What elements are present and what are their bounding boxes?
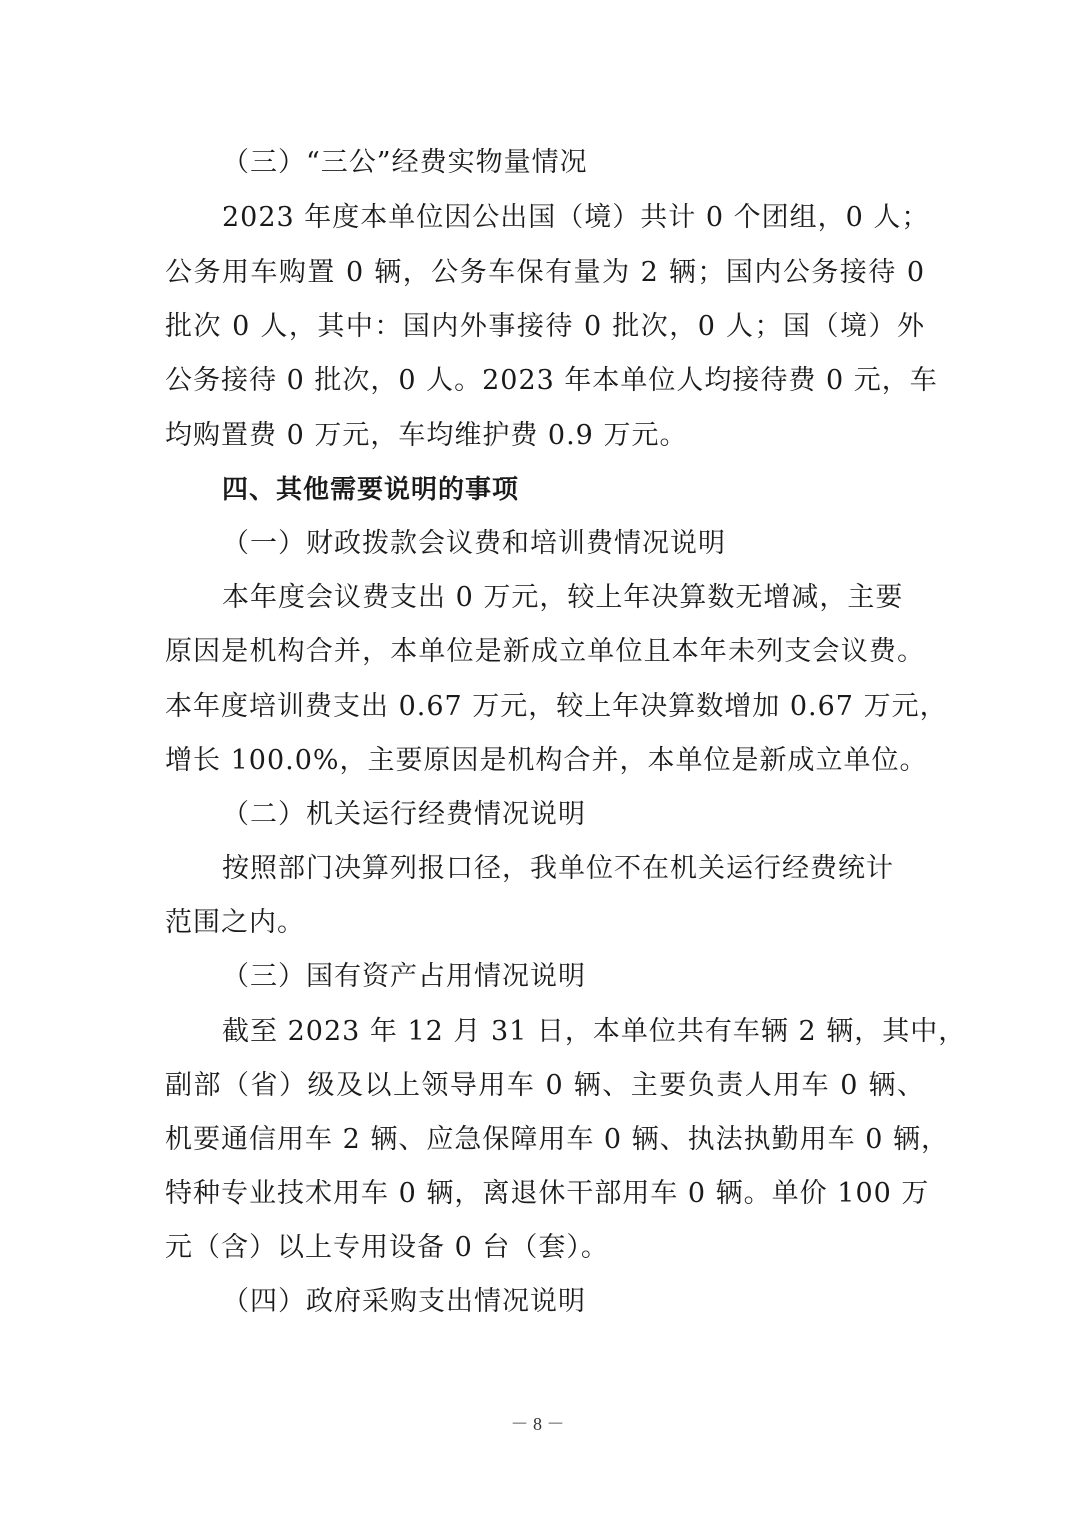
subheading-operating-costs: （二）机关运行经费情况说明 <box>222 799 586 830</box>
subheading-sangong-quantity: （三）“三公”经费实物量情况 <box>222 147 588 178</box>
paragraph-line: 增长 100.0%，主要原因是机构合并，本单位是新成立单位。 <box>165 745 928 776</box>
paragraph-line: 副部（省）级及以上领导用车 0 辆、主要负责人用车 0 辆、 <box>165 1070 925 1101</box>
paragraph-line: 原因是机构合并，本单位是新成立单位且本年未列支会议费。 <box>165 636 925 667</box>
paragraph-line: 范围之内。 <box>165 907 305 938</box>
paragraph-line: 按照部门决算列报口径，我单位不在机关运行经费统计 <box>222 853 894 884</box>
paragraph-line: 公务接待 0 批次，0 人。2023 年本单位人均接待费 0 元，车 <box>165 365 938 396</box>
subheading-procurement: （四）政府采购支出情况说明 <box>222 1286 586 1317</box>
paragraph-line: 机要通信用车 2 辆、应急保障用车 0 辆、执法执勤用车 0 辆， <box>165 1124 950 1155</box>
paragraph-line: 公务用车购置 0 辆，公务车保有量为 2 辆；国内公务接待 0 <box>165 257 925 288</box>
subheading-meeting-training: （一）财政拨款会议费和培训费情况说明 <box>222 528 726 559</box>
subheading-state-assets: （三）国有资产占用情况说明 <box>222 961 586 992</box>
paragraph-line: 截至 2023 年 12 月 31 日，本单位共有车辆 2 辆，其中， <box>222 1016 967 1047</box>
paragraph-line: 批次 0 人，其中：国内外事接待 0 批次，0 人；国（境）外 <box>165 311 925 342</box>
paragraph-line: 均购置费 0 万元，车均维护费 0.9 万元。 <box>165 420 688 451</box>
page-number: － 8 － <box>510 1414 565 1434</box>
section-heading-other-matters: 四、其他需要说明的事项 <box>222 475 520 505</box>
paragraph-line: 特种专业技术用车 0 辆，离退休干部用车 0 辆。单价 100 万 <box>165 1178 930 1209</box>
paragraph-line: 本年度培训费支出 0.67 万元，较上年决算数增加 0.67 万元， <box>165 691 948 722</box>
paragraph-line: 本年度会议费支出 0 万元，较上年决算数无增减，主要 <box>222 582 904 613</box>
paragraph-line: 2023 年度本单位因公出国（境）共计 0 个团组，0 人； <box>222 202 930 233</box>
paragraph-line: 元（含）以上专用设备 0 台（套）。 <box>165 1232 609 1263</box>
